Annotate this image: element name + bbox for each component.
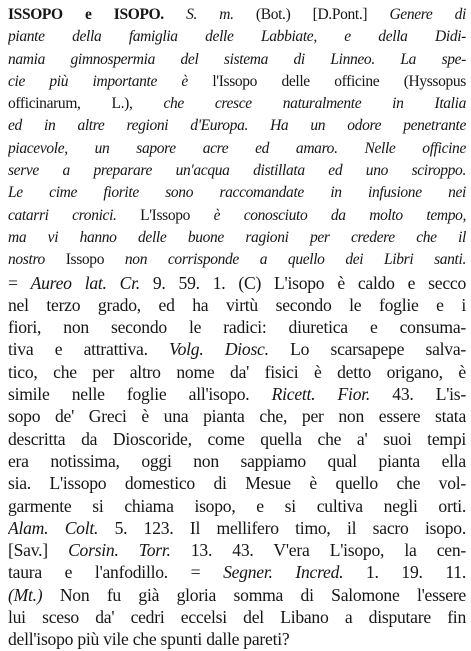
entry-line xyxy=(8,49,466,71)
text-segment: Alam. Colt. xyxy=(8,517,99,538)
entry-line xyxy=(8,495,466,517)
entry-line xyxy=(8,26,466,48)
entry-line xyxy=(8,584,466,606)
text-segment xyxy=(164,6,186,23)
entry-line xyxy=(8,93,466,115)
text-segment: nel terzo grado, ed ha virtù secondo le foglie e i xyxy=(8,294,466,315)
entry-line xyxy=(8,294,466,316)
entry-line xyxy=(8,115,466,137)
entry-line xyxy=(8,249,466,271)
text-segment: (Mt.) xyxy=(8,584,43,605)
text-segment: piante della famiglia delle Labbiate, e della Didi- xyxy=(8,28,466,46)
text-segment: [Sav.] xyxy=(8,540,69,561)
entry-line xyxy=(8,428,466,450)
text-segment: Corsin. Torr. xyxy=(68,540,171,561)
text-segment: 43. L'is- xyxy=(370,384,466,405)
text-segment: era notissima, oggi non sappiamo qual pianta ella xyxy=(8,450,466,471)
text-segment: Ricett. Fior. xyxy=(271,384,371,405)
text-segment: lui sceso da' cedri eccelsi del Libano a disputare fin xyxy=(8,607,466,628)
text-segment: Le cime fiorite sono raccomandate in infusione nei xyxy=(8,184,466,202)
text-segment: sopo de' Greci è una pianta che, per non essere stata xyxy=(8,406,466,427)
entry-line xyxy=(8,205,466,227)
text-segment: 5. 123. Il mellifero timo, il sacro isopo. xyxy=(98,517,466,538)
text-segment: catarri cronici. xyxy=(8,206,141,224)
entry-line xyxy=(8,450,466,472)
text-segment: Segner. Incred. xyxy=(223,562,344,583)
text-segment: Lo scarsapepe salva- xyxy=(268,339,466,360)
text-segment: namia gimnospermia del sistema di Linneo. La spe- xyxy=(8,50,466,68)
text-segment: officinarum, L.), xyxy=(8,95,164,113)
text-segment: garmente si chiama isopo, e si cultiva negli orti. xyxy=(8,495,466,516)
text-segment: non corrisponde a quello dei Libri santi. xyxy=(124,251,466,269)
text-segment: cie più importante è xyxy=(8,72,213,90)
entry-line xyxy=(8,138,466,160)
text-segment: Issopo xyxy=(65,251,125,269)
text-segment: 13. 43. V'era L'isopo, la cen- xyxy=(170,540,466,561)
text-segment: tiva e attrattiva. xyxy=(8,339,170,360)
entry-line xyxy=(8,272,466,294)
entry-line xyxy=(8,71,466,93)
text-segment: descritta da Dioscoride, come quella che a' suoi tempi xyxy=(8,428,466,449)
text-segment: 1. 19. 11. xyxy=(343,562,466,583)
entry-line xyxy=(8,517,466,539)
entry-line xyxy=(8,160,466,182)
entry-line xyxy=(8,338,466,360)
text-segment: ed in altre regioni d'Europa. Ha un odore penetrante xyxy=(8,117,466,135)
text-segment: S. m. xyxy=(186,6,234,23)
entry-line xyxy=(8,383,466,405)
text-segment: ma vi hanno delle buone ragioni per credere che il xyxy=(8,228,466,246)
entry-line xyxy=(8,316,466,338)
text-segment: che cresce naturalmente in Italia xyxy=(163,95,466,113)
text-segment: piacevole, un sapore acre ed amaro. Nelle officine xyxy=(8,139,466,157)
text-segment: nostro xyxy=(8,251,66,269)
dictionary-entry xyxy=(8,4,466,651)
text-segment: L'Issopo xyxy=(140,206,214,224)
text-segment: simile nelle foglie all'isopo. xyxy=(8,384,272,405)
text-segment: tico, che per altro nome da' fisici è detto origano, è xyxy=(8,361,466,382)
text-segment: Genere di xyxy=(389,6,466,23)
entry-line xyxy=(8,227,466,249)
entry-line xyxy=(8,361,466,383)
text-segment: taura e l'anfodillo. = xyxy=(8,562,224,583)
entry-line xyxy=(8,405,466,427)
text-segment: l'Issopo delle officine (Hyssopus xyxy=(212,72,466,90)
text-segment: fiori, non secondo le radici: diuretica e consuma- xyxy=(8,317,466,338)
entry-headword: ISSOPO e ISOPO. xyxy=(8,6,164,23)
entry-line xyxy=(8,628,466,650)
text-segment: = xyxy=(8,272,31,293)
text-segment: dell'isopo più vile che spunti dalle pareti? xyxy=(8,629,290,650)
entry-line xyxy=(8,4,466,26)
text-segment: serve a preparare un'acqua distillata ed uno sciroppo. xyxy=(8,162,466,180)
entry-line xyxy=(8,472,466,494)
text-segment: Non fu già gloria somma di Salomone l'essere xyxy=(42,584,466,605)
text-segment: (Bot.) [D.Pont.] xyxy=(233,6,390,23)
text-segment: Volg. Diosc. xyxy=(169,339,269,360)
entry-line xyxy=(8,182,466,204)
text-segment: Aureo lat. Cr. xyxy=(30,272,140,293)
entry-line xyxy=(8,539,466,561)
text-segment: 9. 59. 1. (C) L'isopo è caldo e secco xyxy=(139,272,466,293)
entry-line xyxy=(8,561,466,583)
text-segment: è conosciuto da molto tempo, xyxy=(213,206,466,224)
text-segment: sia. L'issopo domestico di Mesue è quello che vol- xyxy=(8,473,466,494)
